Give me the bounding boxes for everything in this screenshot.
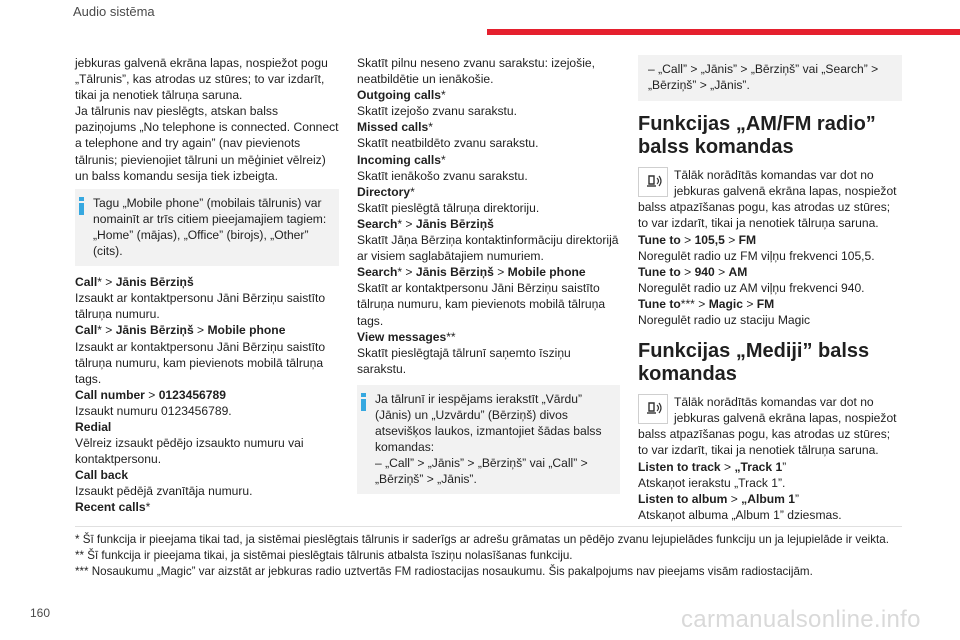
- page-number: 160: [30, 606, 51, 620]
- footnotes: [75, 532, 905, 579]
- command-desc: Atskaņot ierakstu „Track 1”.: [638, 475, 786, 490]
- info-note: [75, 189, 339, 266]
- command: Outgoing calls*: [357, 88, 446, 103]
- note-text: Ja tālrunī ir iespējams ierakstīt „Vārdu” (Jānis) un „Uzvārdu” (Bērziņš) divos atsevišķos laukos, izmantojiet šādas balss komandas:: [375, 391, 602, 455]
- command: Redial: [75, 419, 112, 434]
- command: Incoming calls*: [357, 152, 446, 167]
- command: Search* > Jānis Bērziņš: [357, 216, 494, 231]
- info-icon: [361, 393, 367, 411]
- command-desc: Noregulēt radio uz FM viļņu frekvenci 105,5.: [638, 248, 875, 263]
- section-heading: Funkcijas „AM/FM radio” balss komandas: [638, 113, 876, 159]
- command: Call* > Jānis Bērziņš: [75, 275, 194, 290]
- command-desc: Skatīt pieslēgtā tālruņa direktoriju.: [357, 200, 540, 215]
- command-desc: Izsaukt ar kontaktpersonu Jāni Bērziņu saistīto tālruņa numuru.: [75, 291, 326, 322]
- command: Tune to > 105,5 > FM: [638, 232, 757, 247]
- command: Listen to track > „Track 1”: [638, 459, 787, 474]
- voice-command-icon: [638, 394, 668, 424]
- paragraph: Ja tālrunis nav pieslēgts, atskan balss paziņojums „No telephone is connected. Connect a telephone and try again” (nav pievienots tālrunis; pievienojiet tālruni un mēģiniet vēlreiz) un balss komandu sesija tiek izbeigta.: [75, 104, 339, 183]
- header-accent-bar: [487, 29, 960, 35]
- note-text: – „Call” > „Jānis” > „Bērziņš” vai „Call” > „Bērziņš” > „Jānis”.: [375, 456, 588, 487]
- command-desc: Skatīt ienākošo zvanu sarakstu.: [357, 168, 528, 183]
- column-1: [75, 55, 339, 516]
- command: Tune to*** > Magic > FM: [638, 296, 775, 311]
- command: Missed calls*: [357, 120, 433, 135]
- command-desc: Skatīt ar kontaktpersonu Jāni Bērziņu saistīto tālruņa numuru, kam pievienots mobilā tālruņa tags.: [357, 281, 606, 328]
- footnote: ** Šī funkcija ir pieejama tikai, ja sistēmai pieslēgtais tālrunis atbalsta īsziņu nolasīšanas funkciju.: [75, 548, 573, 562]
- command-desc: Izsaukt ar kontaktpersonu Jāni Bērziņu saistīto tālruņa numuru, kam pievienots mobilā tālruņa tags.: [75, 339, 326, 386]
- footnote: * Šī funkcija ir pieejama tikai tad, ja sistēmai pieslēgtais tālrunis ir saderīgs ar adrešu grāmatas un pēdējo zvanu lejupielādes funkciju un ja lejupielāde ir veikta.: [75, 533, 889, 546]
- voice-intro: [638, 167, 902, 231]
- command: Call* > Jānis Bērziņš > Mobile phone: [75, 323, 286, 338]
- command-desc: Vēlreiz izsaukt pēdējo izsaukto numuru vai kontaktpersonu.: [75, 436, 304, 467]
- column-2: [357, 55, 620, 502]
- command: Call number > 0123456789: [75, 387, 226, 402]
- column-3: [638, 55, 902, 523]
- command-desc: Izsaukt numuru 0123456789.: [75, 403, 232, 418]
- command-desc: Atskaņot albuma „Album 1” dziesmas.: [638, 507, 842, 522]
- command: Listen to album > „Album 1”: [638, 491, 799, 506]
- info-note: [357, 385, 620, 495]
- command: Tune to > 940 > AM: [638, 264, 748, 279]
- command-desc: Noregulēt radio uz staciju Magic: [638, 313, 811, 328]
- info-icon: [79, 197, 85, 215]
- command-desc: Skatīt izejošo zvanu sarakstu.: [357, 104, 517, 119]
- note-text: Tagu „Mobile phone” (mobilais tālrunis) var nomainīt ar trīs citiem pieejamajiem tagiem: „Home” (mājas), „Office” (birojs), „Other” (cits).: [93, 195, 327, 259]
- voice-command-icon: [638, 167, 668, 197]
- command-desc: Skatīt neatbildēto zvanu sarakstu.: [357, 136, 539, 151]
- section-heading: Funkcijas „Mediji” balss komandas: [638, 340, 870, 386]
- voice-intro: [638, 394, 902, 458]
- command-desc: Skatīt pieslēgtajā tālrunī saņemto īsziņu sarakstu.: [357, 345, 571, 376]
- paragraph: jebkuras galvenā ekrāna lapas, nospiežot pogu „Tālrunis”, kas atrodas uz stūres; to var izdarīt, tikai ja nenotiek tālruņa saruna.: [75, 56, 328, 103]
- command-desc: Noregulēt radio uz AM viļņu frekvenci 940.: [638, 280, 865, 295]
- command-desc: Izsaukt pēdējā zvanītāja numuru.: [75, 484, 253, 499]
- command: Search* > Jānis Bērziņš > Mobile phone: [357, 265, 586, 280]
- command-desc: Skatīt Jāņa Bērziņa kontaktinformāciju direktorijā ar visiem saglabātajiem numuriem.: [357, 233, 619, 264]
- paragraph: Tālāk norādītās komandas var dot no jebkuras galvenā ekrāna lapas, nospiežot balss atpazīšanas pogu, kas atrodas uz stūres; to var izdarīt, tikai ja nenotiek tālruņa saruna.: [638, 168, 897, 231]
- command: View messages**: [357, 329, 456, 344]
- paragraph: Tālāk norādītās komandas var dot no jebkuras galvenā ekrāna lapas, nospiežot balss atpazīšanas pogu, kas atrodas uz stūres; to var izdarīt, tikai ja nenotiek tālruņa saruna.: [638, 395, 897, 458]
- watermark: carmanualsonline.info: [681, 606, 921, 633]
- paragraph: Skatīt pilnu neseno zvanu sarakstu: izejošie, neatbildētie un ienākošie.: [357, 56, 595, 87]
- note-continuation: – „Call” > „Jānis” > „Bērziņš” vai „Search” > „Bērziņš” > „Jānis”.: [638, 55, 902, 101]
- footnote-divider: [75, 526, 902, 527]
- command: Recent calls*: [75, 500, 151, 515]
- command: Directory*: [357, 184, 415, 199]
- section-header: Audio sistēma: [73, 4, 155, 19]
- command: Call back: [75, 468, 129, 483]
- footnote: *** Nosaukumu „Magic” var aizstāt ar jebkuras radio uztvertās FM radiostacijas nosaukumu. Šis pakalpojums nav pieejams visām radiostacijām.: [75, 564, 813, 578]
